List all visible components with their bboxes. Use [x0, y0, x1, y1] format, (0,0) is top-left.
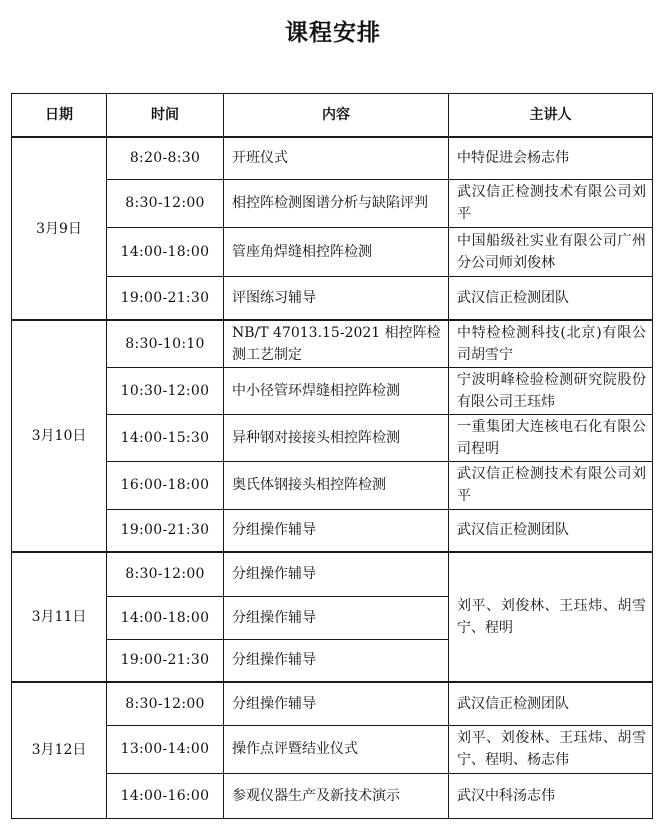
- speaker-cell: 武汉信正检测团队: [449, 509, 653, 552]
- speaker-cell: 武汉信正检测技术有限公司刘平: [449, 179, 653, 227]
- date-cell: 3月9日: [12, 137, 107, 320]
- content-cell: 分组操作辅导: [224, 639, 449, 682]
- date-cell: 3月11日: [12, 552, 107, 682]
- time-cell: 10:30-12:00: [107, 367, 224, 414]
- speaker-cell: 中国船级社实业有限公司广州分公司师刘俊林: [449, 227, 653, 276]
- time-cell: 14:00-18:00: [107, 227, 224, 276]
- content-cell: 分组操作辅导: [224, 596, 449, 639]
- content-cell: 管座角焊缝相控阵检测: [224, 227, 449, 276]
- time-cell: 19:00-21:30: [107, 639, 224, 682]
- time-cell: 14:00-16:00: [107, 773, 224, 818]
- content-cell: 分组操作辅导: [224, 682, 449, 725]
- time-cell: 19:00-21:30: [107, 276, 224, 320]
- content-cell: 操作点评暨结业仪式: [224, 725, 449, 773]
- table-row: [12, 137, 653, 179]
- date-cell: 3月10日: [12, 320, 107, 552]
- content-cell: 中小径管环焊缝相控阵检测: [224, 367, 449, 414]
- table-row: [12, 725, 653, 773]
- table-row: [12, 461, 653, 509]
- schedule-table: [11, 93, 653, 819]
- content-cell: 开班仪式: [224, 137, 449, 179]
- table-row: [12, 367, 653, 414]
- time-cell: 8:30-12:00: [107, 682, 224, 725]
- speaker-cell: 刘平、刘俊林、王珏炜、胡雪宁、程明、杨志伟: [449, 725, 653, 773]
- time-cell: 13:00-14:00: [107, 725, 224, 773]
- time-cell: 8:30-12:00: [107, 552, 224, 596]
- speaker-cell: 武汉中科汤志伟: [449, 773, 653, 818]
- speaker-cell: 宁波明峰检验检测研究院股份有限公司王珏炜: [449, 367, 653, 414]
- content-cell: 异种钢对接接头相控阵检测: [224, 414, 449, 461]
- content-cell: 参观仪器生产及新技术演示: [224, 773, 449, 818]
- date-cell: 3月12日: [12, 682, 107, 818]
- time-cell: 14:00-15:30: [107, 414, 224, 461]
- table-row: [12, 509, 653, 552]
- time-cell: 8:20-8:30: [107, 137, 224, 179]
- speaker-cell: 中特促进会杨志伟: [449, 137, 653, 179]
- header-speaker: 主讲人: [449, 94, 653, 138]
- content-cell: NB/T 47013.15-2021 相控阵检测工艺制定: [224, 320, 449, 367]
- speaker-cell: 刘平、刘俊林、王珏炜、胡雪宁、程明: [449, 552, 653, 682]
- header-date: 日期: [12, 94, 107, 138]
- table-header-row: [12, 94, 653, 138]
- content-cell: 相控阵检测图谱分析与缺陷评判: [224, 179, 449, 227]
- time-cell: 19:00-21:30: [107, 509, 224, 552]
- speaker-cell: 武汉信正检测团队: [449, 682, 653, 725]
- page-title: 课程安排: [285, 20, 381, 46]
- speaker-cell: 一重集团大连核电石化有限公司程明: [449, 414, 653, 461]
- content-cell: 分组操作辅导: [224, 509, 449, 552]
- table-row: [12, 276, 653, 320]
- content-cell: 评图练习辅导: [224, 276, 449, 320]
- content-cell: 奥氏体钢接头相控阵检测: [224, 461, 449, 509]
- content-cell: 分组操作辅导: [224, 552, 449, 596]
- time-cell: 8:30-12:00: [107, 179, 224, 227]
- speaker-cell: 中特检检测科技(北京)有限公司胡雪宁: [449, 320, 653, 367]
- time-cell: 14:00-18:00: [107, 596, 224, 639]
- table-row: [12, 414, 653, 461]
- table-row: [12, 320, 653, 367]
- speaker-cell: 武汉信正检测技术有限公司刘平: [449, 461, 653, 509]
- header-content: 内容: [224, 94, 449, 138]
- table-row: [12, 227, 653, 276]
- time-cell: 8:30-10:10: [107, 320, 224, 367]
- header-time: 时间: [107, 94, 224, 138]
- table-row: [12, 682, 653, 725]
- speaker-cell: 武汉信正检测团队: [449, 276, 653, 320]
- time-cell: 16:00-18:00: [107, 461, 224, 509]
- table-row: [12, 179, 653, 227]
- table-row: [12, 773, 653, 818]
- table-row: [12, 552, 653, 596]
